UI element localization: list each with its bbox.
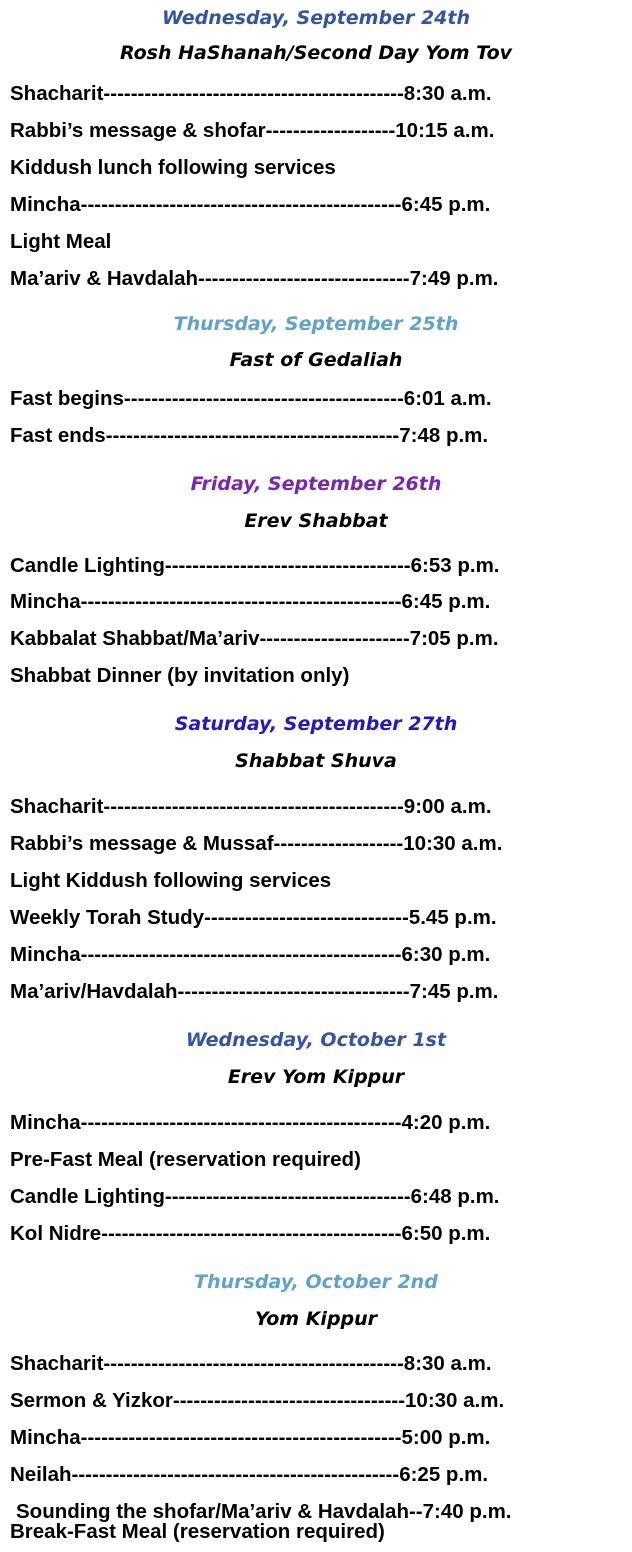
day-date: Saturday, September 27th	[174, 713, 458, 735]
day-title: Fast of Gedaliah	[229, 349, 403, 371]
day-title: Erev Shabbat	[244, 510, 388, 532]
schedule-item: Mincha-----------------------------------------------6:45 p.m.	[10, 193, 491, 216]
schedule-item: Shabbat Dinner (by invitation only)	[10, 664, 350, 687]
schedule-item: Sounding the shofar/Ma’ariv & Havdalah--7:40 p.m.	[16, 1500, 512, 1523]
day-date: Wednesday, October 1st	[185, 1029, 447, 1051]
schedule-item: Weekly Torah Study------------------------------5.45 p.m.	[10, 906, 497, 929]
schedule-item: Fast begins-----------------------------------------6:01 a.m.	[10, 387, 492, 410]
schedule-item: Light Meal	[10, 230, 112, 253]
day-date: Friday, September 26th	[190, 473, 442, 495]
schedule-item: Ma’ariv/Havdalah----------------------------------7:45 p.m.	[10, 980, 499, 1003]
schedule-item: Candle Lighting------------------------------------6:48 p.m.	[10, 1185, 500, 1208]
schedule-item: Shacharit--------------------------------------------8:30 a.m.	[10, 82, 492, 105]
day-date: Thursday, October 2nd	[194, 1271, 438, 1293]
schedule-item: Kol Nidre--------------------------------------------6:50 p.m.	[10, 1222, 491, 1245]
day-title: Shabbat Shuva	[235, 750, 397, 772]
schedule-item: Neilah------------------------------------------------6:25 p.m.	[10, 1463, 489, 1486]
schedule-item: Ma’ariv & Havdalah-------------------------------7:49 p.m.	[10, 267, 499, 290]
schedule-item: Kabbalat Shabbat/Ma’ariv----------------------7:05 p.m.	[10, 627, 499, 650]
schedule-item: Rabbi’s message & shofar-------------------10:15 a.m.	[10, 119, 495, 142]
schedule-item: Mincha-----------------------------------------------6:45 p.m.	[10, 590, 491, 613]
day-title: Rosh HaShanah/Second Day Yom Tov	[119, 42, 513, 64]
schedule-item: Mincha-----------------------------------------------4:20 p.m.	[10, 1111, 491, 1134]
schedule-item: Shacharit--------------------------------------------9:00 a.m.	[10, 795, 492, 818]
day-date: Thursday, September 25th	[173, 313, 459, 335]
schedule-item: Sermon & Yizkor----------------------------------10:30 a.m.	[10, 1389, 505, 1412]
schedule-item: Rabbi’s message & Mussaf-------------------10:30 a.m.	[10, 832, 503, 855]
schedule-item: Pre-Fast Meal (reservation required)	[10, 1148, 361, 1171]
schedule-item: Break-Fast Meal (reservation required)	[10, 1520, 385, 1543]
schedule-item: Fast ends-------------------------------------------7:48 p.m.	[10, 424, 489, 447]
schedule-item: Kiddush lunch following services	[10, 156, 336, 179]
day-date: Wednesday, September 24th	[162, 7, 470, 29]
schedule-item: Light Kiddush following services	[10, 869, 332, 892]
day-title: Erev Yom Kippur	[227, 1066, 405, 1088]
day-title: Yom Kippur	[254, 1308, 378, 1330]
schedule-item: Shacharit--------------------------------------------8:30 a.m.	[10, 1352, 492, 1375]
schedule-item: Mincha-----------------------------------------------5:00 p.m.	[10, 1426, 491, 1449]
schedule-item: Mincha-----------------------------------------------6:30 p.m.	[10, 943, 491, 966]
schedule-item: Candle Lighting------------------------------------6:53 p.m.	[10, 554, 500, 577]
